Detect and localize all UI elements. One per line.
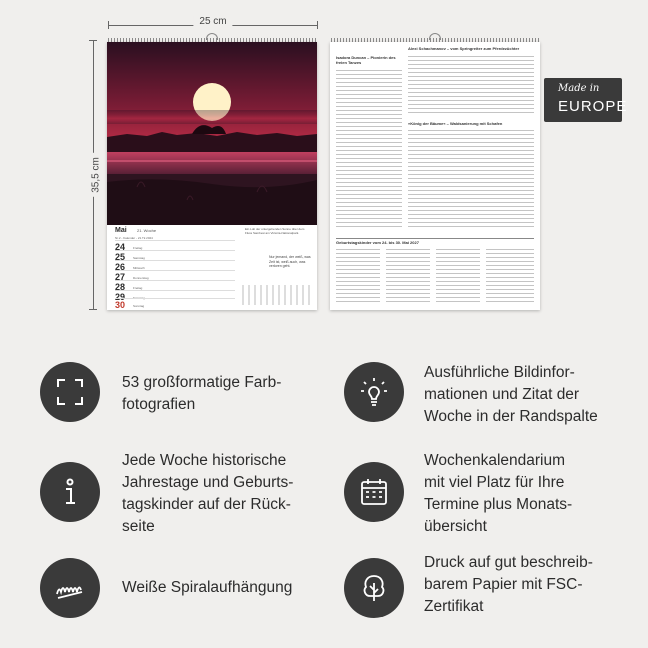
hanger-hook [206,33,218,40]
photo-caption: Ein Lob der untergehenden Sonne über dem Fluss Sambesi am Victoria-Nationalpark. [245,227,305,235]
back-right-heading: Alexi Schachmanov – vom Springreiter zum Pferdezüchter [408,46,520,51]
height-dimension [86,40,100,310]
feature-text-info: Ausführliche Bildinfor- mationen und Zitat der Woche in der Randspalte [424,364,598,425]
divider [336,238,534,239]
text-block [336,249,380,305]
birthdays-heading: Geburtstagskinder vom 24. bis 30. Mai 2027 [336,240,419,245]
weekly-calendar [107,225,317,310]
day-row: 27 Donnerstag [115,270,235,283]
day-row: 30 Sonntag [115,298,235,310]
calendar-sub-label: Nr.2 - Kalender - 21.Tk 2024 [115,236,153,240]
frame-corners-icon [40,362,100,422]
back-left-heading: Isadora Duncan – Pionierin des freien Tanzes [336,55,396,65]
week-label: 21. Woche [137,228,157,233]
hanger-hook [429,33,441,40]
width-label: 25 cm [193,16,232,27]
text-block [386,249,430,305]
back-sub-heading: »König der Bäume« – Waldsanierung mit Schafen [408,121,503,126]
lightbulb-icon [344,362,404,422]
day-row: 28 Freitag [115,280,235,293]
fsc-tree-icon [344,558,404,618]
month-label: Mai [115,227,127,234]
made-in-europe-badge: Made in EUROPE [544,78,622,122]
sunset-photo [107,42,317,225]
height-label: 35,5 cm [90,153,101,197]
feature-text-spiral: Weiße Spiralaufhängung [122,579,293,596]
width-dimension [108,16,318,30]
calendar-front-page [107,42,317,310]
feature-text-paper: Druck auf gut beschreib- barem Papier mit FSC- Zertifikat [424,554,593,615]
day-row: 26 Mittwoch [115,260,235,273]
day-row: 29 Samstag [115,290,235,303]
feature-text-photos: 53 großformatige Farb- fotografien [122,374,282,413]
day-row: 25 Samstag [115,250,235,263]
quote-of-week: Nur jemand, der weiß, was Zeit ist, weiß auch, was verloren geht. [269,255,311,268]
feature-text-calendar: Wochenkalendarium mit viel Platz für Ihre Termine plus Monats- übersicht [424,452,573,535]
text-block [336,70,402,230]
spiral-binding-icon [40,558,100,618]
dim-tick [317,21,318,29]
text-block [436,249,480,305]
calendar-back-page [330,42,540,310]
day-row: 24 Freitag [115,240,235,253]
dim-tick [89,309,97,310]
mini-month-overview [242,285,312,305]
dim-tick [108,21,109,29]
info-icon [40,462,100,522]
calendar-icon [344,462,404,522]
text-block [408,56,534,114]
dim-tick [89,40,97,41]
text-block [408,130,534,230]
feature-text-history: Jede Woche historische Jahrestage und Geburts- tagskinder auf der Rück- seite [122,452,294,535]
text-block [486,249,534,305]
